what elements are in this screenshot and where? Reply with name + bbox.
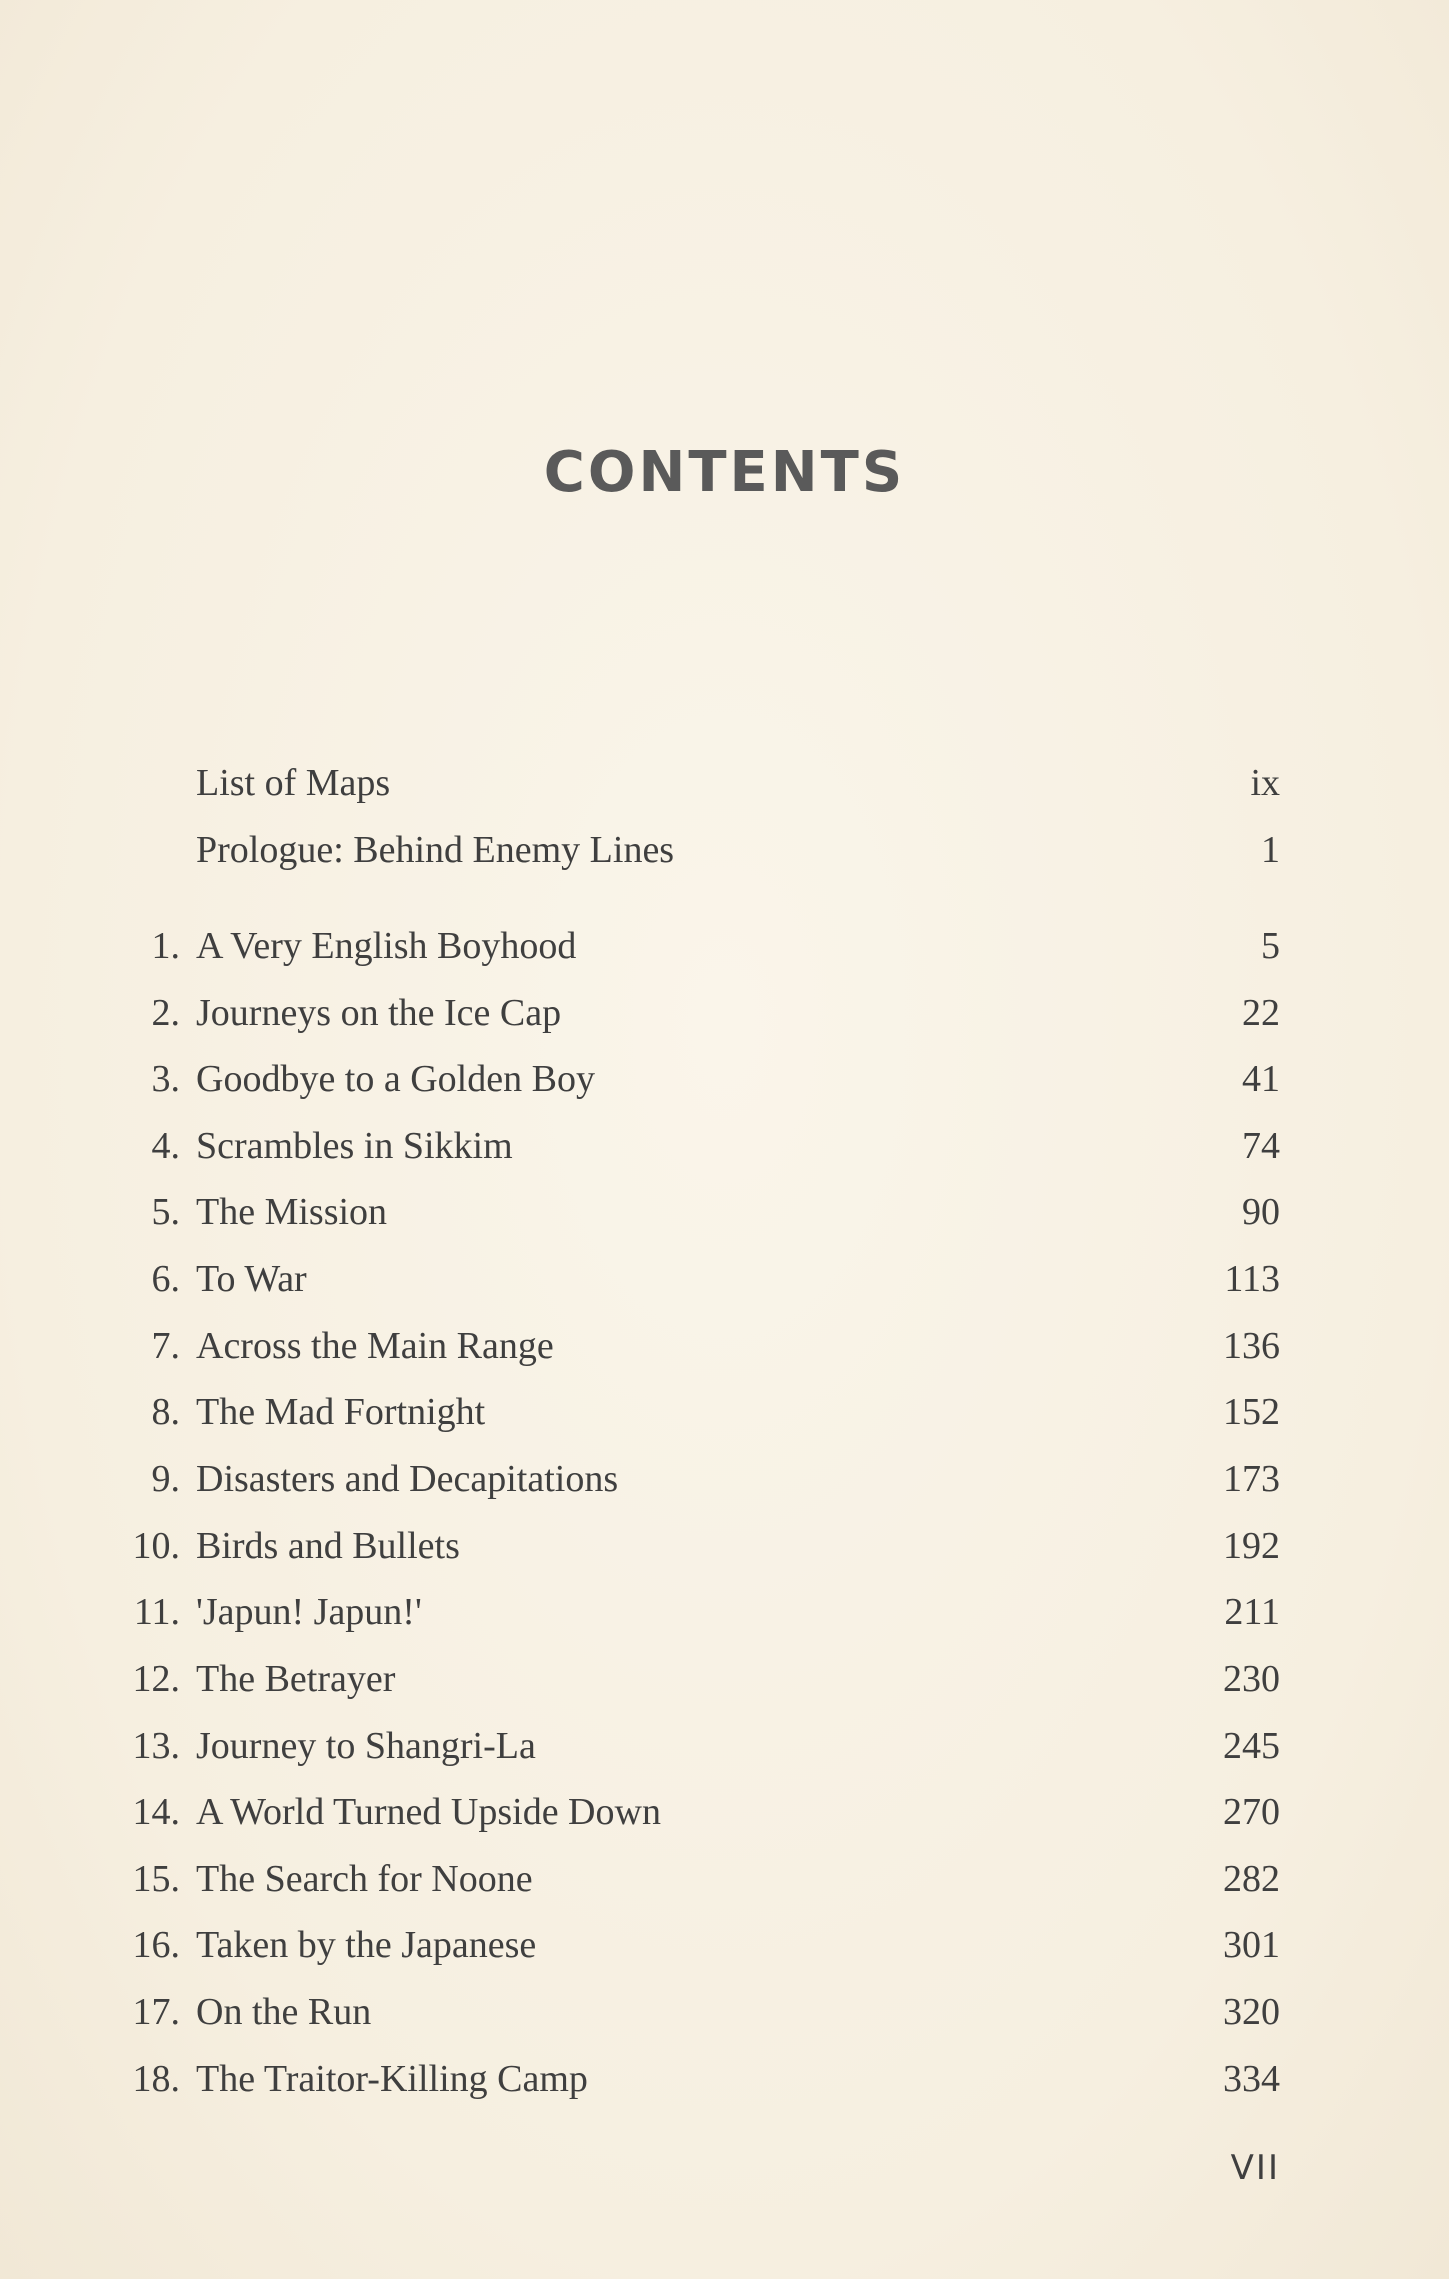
toc-entry-number: 12.: [132, 1658, 180, 1700]
toc-entry-chapter: [120, 1046, 1280, 1112]
toc-entry-number: 7.: [151, 1325, 180, 1367]
toc-entry-list-of-maps: [120, 750, 1280, 816]
toc-entry-number: 17.: [132, 1991, 180, 2033]
toc-entry-label: Disasters and Decapitations: [196, 1458, 619, 1500]
toc-entry-number: 8.: [151, 1391, 180, 1433]
toc-entry-page: 136: [1223, 1325, 1280, 1367]
toc-entry-label: Birds and Bullets: [196, 1525, 460, 1567]
toc-entry-number: 11.: [133, 1591, 180, 1633]
toc-entry-label: List of Maps: [196, 762, 391, 804]
toc-entry-chapter: [120, 913, 1280, 979]
toc-entry-page: 334: [1223, 2058, 1280, 2100]
toc-entry-page: 301: [1223, 1924, 1280, 1966]
toc-entry-number: 10.: [132, 1525, 180, 1567]
toc-entry-page: 211: [1224, 1591, 1280, 1633]
toc-entry-number: 16.: [132, 1924, 180, 1966]
toc-entry-number: 5.: [151, 1191, 180, 1233]
page-title: CONTENTS: [543, 440, 906, 505]
toc-entry-label: Across the Main Range: [196, 1325, 554, 1367]
toc-entry-number: 9.: [151, 1458, 180, 1500]
page-folio: VII: [1230, 2148, 1280, 2188]
toc-entry-label: The Mad Fortnight: [196, 1391, 486, 1433]
toc-entry-label: To War: [196, 1258, 307, 1300]
toc-entry-label: A Very English Boyhood: [196, 925, 577, 967]
toc-entry-number: 2.: [151, 992, 180, 1034]
toc-entry-chapter: [120, 1113, 1280, 1179]
toc-entry-chapter: [120, 2046, 1280, 2112]
toc-entry-number: 15.: [132, 1858, 180, 1900]
toc-entry-chapter: [120, 1179, 1280, 1245]
toc-entry-chapter: [120, 1779, 1280, 1845]
toc-entry-chapter: [120, 1912, 1280, 1978]
toc-entry-label: Goodbye to a Golden Boy: [196, 1058, 595, 1100]
toc-entry-prologue: [120, 817, 1280, 883]
toc-entry-label: On the Run: [196, 1991, 372, 2033]
toc-entry-chapter: [120, 1579, 1280, 1645]
toc-entry-page: 270: [1223, 1791, 1280, 1833]
toc-entry-number: 1.: [151, 925, 180, 967]
toc-entry-label: The Betrayer: [196, 1658, 396, 1700]
toc-entry-page: 113: [1224, 1258, 1280, 1300]
toc-entry-page: 173: [1223, 1458, 1280, 1500]
toc-entry-page: 1: [1261, 829, 1280, 871]
toc-entry-page: 74: [1242, 1125, 1280, 1167]
toc-entry-chapter: [120, 1446, 1280, 1512]
toc-entry-page: 90: [1242, 1191, 1280, 1233]
toc-entry-chapter: [120, 1646, 1280, 1712]
toc-entry-chapter: [120, 1246, 1280, 1312]
toc-entry-label: Scrambles in Sikkim: [196, 1125, 513, 1167]
toc-entry-number: 3.: [151, 1058, 180, 1100]
toc-entry-number: 13.: [132, 1725, 180, 1767]
toc-entry-page: 230: [1223, 1658, 1280, 1700]
toc-entry-chapter: [120, 980, 1280, 1046]
toc-entry-label: Journeys on the Ice Cap: [196, 992, 562, 1034]
toc-entry-label: Taken by the Japanese: [196, 1924, 537, 1966]
toc-entry-page: 5: [1261, 925, 1280, 967]
toc-entry-page: ix: [1250, 762, 1280, 804]
toc-entry-chapter: [120, 1979, 1280, 2045]
toc-entry-chapter: [120, 1513, 1280, 1579]
toc-entry-label: Prologue: Behind Enemy Lines: [196, 829, 675, 871]
toc-entry-page: 41: [1242, 1058, 1280, 1100]
toc-entry-page: 245: [1223, 1725, 1280, 1767]
toc-entry-page: 282: [1223, 1858, 1280, 1900]
toc-entry-number: 6.: [151, 1258, 180, 1300]
toc-entry-number: 18.: [132, 2058, 180, 2100]
toc-entry-page: 152: [1223, 1391, 1280, 1433]
toc-entry-label: The Mission: [196, 1191, 388, 1233]
toc-entry-label: Journey to Shangri-La: [196, 1725, 536, 1767]
toc-entry-page: 320: [1223, 1991, 1280, 2033]
toc-entry-label: The Traitor-Killing Camp: [196, 2058, 588, 2100]
toc-entry-chapter: [120, 1846, 1280, 1912]
toc-entry-number: 4.: [151, 1125, 180, 1167]
toc-entry-label: A World Turned Upside Down: [196, 1791, 661, 1833]
toc-entry-page: 22: [1242, 992, 1280, 1034]
toc-entry-label: 'Japun! Japun!': [196, 1591, 422, 1633]
toc-entry-number: 14.: [132, 1791, 180, 1833]
toc-entry-chapter: [120, 1713, 1280, 1779]
toc-entry-chapter: [120, 1379, 1280, 1445]
toc-entry-label: The Search for Noone: [196, 1858, 533, 1900]
toc-entry-chapter: [120, 1313, 1280, 1379]
toc-entry-page: 192: [1223, 1525, 1280, 1567]
